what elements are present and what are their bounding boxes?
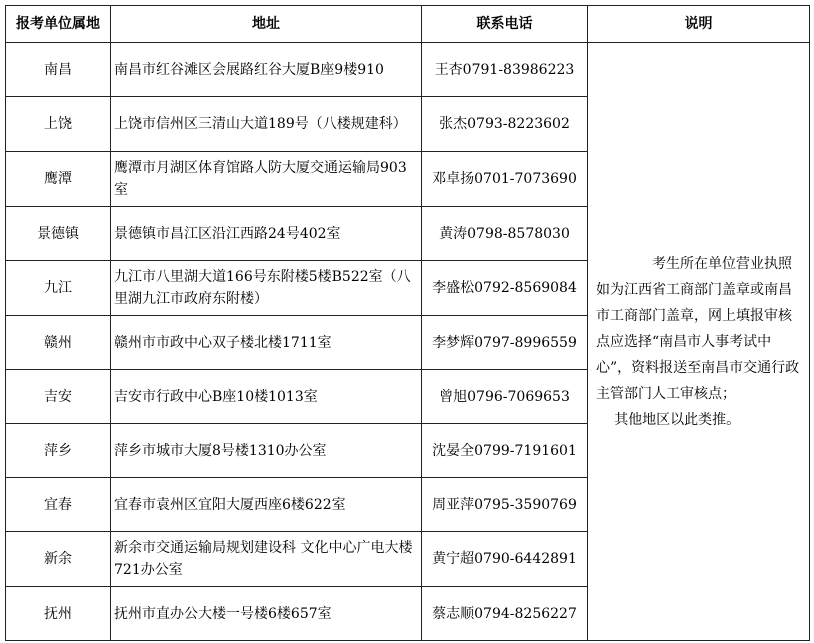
address-cell: 吉安市行政中心B座10楼1013室 [111,370,422,424]
unit-cell: 鹰潭 [6,152,111,207]
phone-cell: 曾旭0796-7069653 [422,370,588,424]
address-cell: 萍乡市城市大厦8号楼1310办公室 [111,424,422,478]
header-phone: 联系电话 [422,6,588,43]
unit-cell: 南昌 [6,43,111,97]
unit-cell: 抚州 [6,587,111,641]
address-cell: 南昌市红谷滩区会展路红谷大厦B座9楼910 [111,43,422,97]
address-cell: 抚州市直办公大楼一号楼6楼657室 [111,587,422,641]
header-unit: 报考单位属地 [6,6,111,43]
phone-cell: 沈晏全0799-7191601 [422,424,588,478]
note-paragraph: 考生所在单位营业执照 如为江西省工商部门盖章或南昌市工商部门盖章，网上填报审核点应选择“南昌市人事考试中心”，资料报送至南昌市交通行政主管部门人工审核点； [596,255,800,402]
unit-cell: 九江 [6,261,111,316]
unit-cell: 景德镇 [6,207,111,261]
unit-cell: 赣州 [6,316,111,370]
address-cell: 新余市交通运输局规划建设科 文化中心广电大楼721办公室 [111,532,422,587]
table-header-row [6,6,810,43]
phone-cell: 邓卓扬0701-7073690 [422,152,588,207]
address-cell: 景德镇市昌江区沿江西路24号402室 [111,207,422,261]
unit-cell: 上饶 [6,97,111,152]
address-cell: 上饶市信州区三清山大道189号（八楼规建科） [111,97,422,152]
phone-cell: 李梦辉0797-8996559 [422,316,588,370]
table-row [6,43,810,97]
phone-cell: 张杰0793-8223602 [422,97,588,152]
phone-cell: 王杏0791-83986223 [422,43,588,97]
contact-table [5,5,810,641]
unit-cell: 宜春 [6,478,111,532]
address-cell: 赣州市市政中心双子楼北楼1711室 [111,316,422,370]
unit-cell: 新余 [6,532,111,587]
address-cell: 九江市八里湖大道166号东附楼5楼B522室（八里湖九江市政府东附楼） [111,261,422,316]
header-address: 地址 [111,6,422,43]
phone-cell: 黄宁超0790-6442891 [422,532,588,587]
header-note: 说明 [588,6,810,43]
phone-cell: 周亚萍0795-3590769 [422,478,588,532]
phone-cell: 蔡志顺0794-8256227 [422,587,588,641]
address-cell: 宜春市袁州区宜阳大厦西座6楼622室 [111,478,422,532]
address-cell: 鹰潭市月湖区体育馆路人防大厦交通运输局903室 [111,152,422,207]
note-cell [588,43,810,641]
phone-cell: 黄涛0798-8578030 [422,207,588,261]
note-paragraph: 其他地区以此类推。 [614,411,741,428]
phone-cell: 李盛松0792-8569084 [422,261,588,316]
unit-cell: 吉安 [6,370,111,424]
unit-cell: 萍乡 [6,424,111,478]
